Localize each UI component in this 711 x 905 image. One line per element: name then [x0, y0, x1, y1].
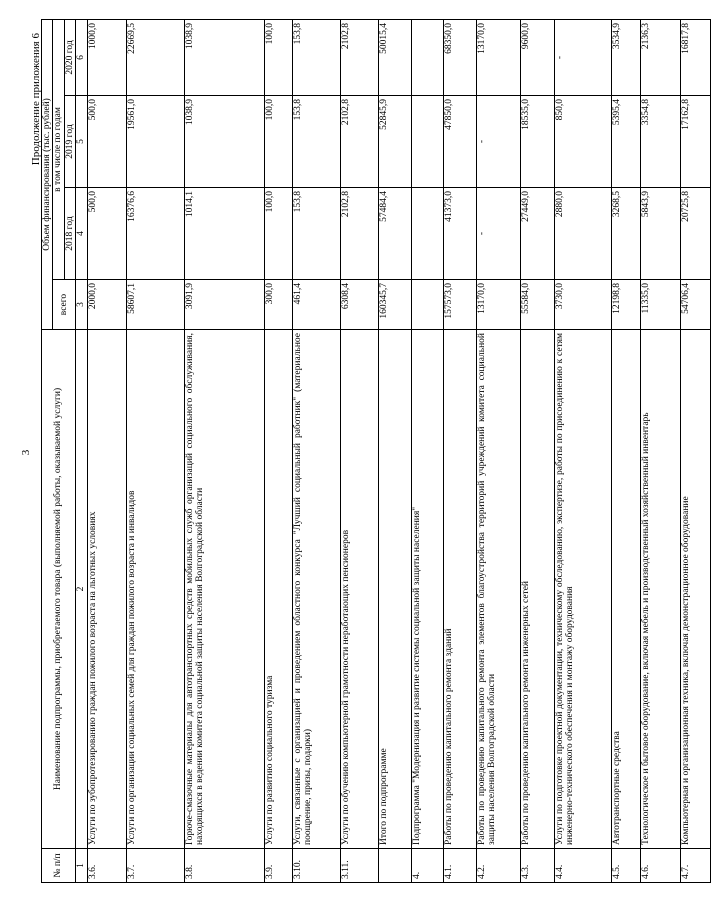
row-2019: 17162,8: [680, 96, 710, 188]
row-2018: 3268,5: [611, 188, 640, 280]
row-2019: [411, 96, 443, 188]
row-2018: 500,0: [87, 188, 126, 280]
row-total: 2000,0: [87, 280, 126, 330]
column-number-row: [76, 19, 87, 882]
table-row: [378, 19, 411, 882]
row-2018: 57484,4: [378, 188, 411, 280]
table-row: [476, 19, 520, 882]
row-number: 4.6.: [640, 849, 680, 883]
row-name: Подпрограмма "Модернизация и развитие системы социальной защиты населения": [411, 330, 443, 849]
row-total: 12198,8: [611, 280, 640, 330]
row-2019: 2102,8: [340, 96, 378, 188]
row-2018: 1014,1: [184, 188, 264, 280]
row-total: [411, 280, 443, 330]
row-total: 11335,0: [640, 280, 680, 330]
row-2020: 9600,0: [520, 19, 554, 95]
row-2020: 50015,4: [378, 19, 411, 95]
row-number: 4.4.: [554, 849, 611, 883]
table-row: [680, 19, 710, 882]
row-total: 300,0: [264, 280, 292, 330]
row-name: Работы по проведению капитального ремонта элементов благоустройства территорий учреждений комитета социальной защиты населения Волгоградской области: [476, 330, 520, 849]
row-number: 3.8.: [184, 849, 264, 883]
header-no: № п/п: [42, 849, 76, 883]
row-name: Горюче-смазочные материалы для автотранспортных средств мобильных служб организаций социального обслуживания, находящихся в ведении комитета социальной защиты населения Волгоградской области: [184, 330, 264, 849]
row-2019: 1038,9: [184, 96, 264, 188]
row-number: 3.11.: [340, 849, 378, 883]
row-2020: 2102,8: [340, 19, 378, 95]
header-2018: 2018 год: [64, 188, 75, 280]
row-2020: [411, 19, 443, 95]
row-total: 13170,0: [476, 280, 520, 330]
page-number: 3: [20, 449, 32, 456]
table-row: [184, 19, 264, 882]
row-2018: 153,8: [292, 188, 340, 280]
row-2019: 850,0: [554, 96, 611, 188]
row-number: [378, 849, 411, 883]
row-number: 3.6.: [87, 849, 126, 883]
row-total: 3091,9: [184, 280, 264, 330]
row-2020: 3534,9: [611, 19, 640, 95]
row-name: Технологическое и бытовое оборудование, включая мебель и производственный хозяйственный инвентарь: [640, 330, 680, 849]
row-2019: 52845,9: [378, 96, 411, 188]
row-number: 4.5.: [611, 849, 640, 883]
row-name: Автотранспортные средства: [611, 330, 640, 849]
row-number: 3.7.: [126, 849, 184, 883]
row-total: 6308,4: [340, 280, 378, 330]
row-total: 157573,0: [443, 280, 476, 330]
row-2019: 153,8: [292, 96, 340, 188]
funding-table: [41, 19, 711, 883]
row-2019: 5395,4: [611, 96, 640, 188]
column-number: 2: [76, 330, 87, 849]
row-2019: 19561,0: [126, 96, 184, 188]
row-name: Услуги по организации социальных семей для граждан пожилого возраста и инвалидов: [126, 330, 184, 849]
row-name: Услуги, связанные с организацией и проведением областного конкурса "Лучший социальный работник" (материальное поощрение, призы, подарки): [292, 330, 340, 849]
row-2019: 500,0: [87, 96, 126, 188]
row-number: 4.3.: [520, 849, 554, 883]
column-number: 1: [76, 849, 87, 883]
continuation-label: Продолжение приложения 6: [30, 33, 42, 166]
row-number: 4.7.: [680, 849, 710, 883]
row-2020: -: [554, 19, 611, 95]
column-number: 3: [76, 280, 87, 330]
table-row: [264, 19, 292, 882]
row-2018: 41373,0: [443, 188, 476, 280]
row-name: Услуги по подготовке проектной документации, техническому обследованию, экспертизе, работы по присоединению к сетям инженерно-технического обеспечения и монтажу оборудования: [554, 330, 611, 849]
row-2019: 18535,0: [520, 96, 554, 188]
column-number: 6: [76, 19, 87, 95]
row-name: Услуги по зубопротезированию граждан пожилого возраста на льготных условиях: [87, 330, 126, 849]
row-2018: 27449,0: [520, 188, 554, 280]
row-total: 461,4: [292, 280, 340, 330]
row-2019: 47850,0: [443, 96, 476, 188]
header-total: всего: [53, 280, 76, 330]
row-total: 160345,7: [378, 280, 411, 330]
row-2020: 16817,8: [680, 19, 710, 95]
row-2018: [411, 188, 443, 280]
table-row: [443, 19, 476, 882]
row-2018: 2880,0: [554, 188, 611, 280]
row-2019: 3354,8: [640, 96, 680, 188]
row-2020: 153,8: [292, 19, 340, 95]
header-by-years: в том числе по годам: [53, 19, 64, 279]
header-2020: 2020 год: [64, 19, 75, 95]
header-funding: Объем финансирования (тыс. рублей): [42, 19, 53, 329]
header-row: [42, 19, 53, 882]
header-2019: 2019 год: [64, 96, 75, 188]
row-name: Компьютерная и организационная техника, включая демонстрационное оборудование: [680, 330, 710, 849]
row-2018: 100,0: [264, 188, 292, 280]
table-row: [520, 19, 554, 882]
row-number: 4.1.: [443, 849, 476, 883]
row-2019: -: [476, 96, 520, 188]
row-2020: 2136,3: [640, 19, 680, 95]
row-total: 54706,4: [680, 280, 710, 330]
column-number: 4: [76, 188, 87, 280]
row-total: 55584,0: [520, 280, 554, 330]
row-2018: 2102,8: [340, 188, 378, 280]
table-row: [87, 19, 126, 882]
row-2018: -: [476, 188, 520, 280]
table-row: [340, 19, 378, 882]
row-total: 58607,1: [126, 280, 184, 330]
row-number: 3.9.: [264, 849, 292, 883]
row-number: 3.10.: [292, 849, 340, 883]
row-2018: 20725,8: [680, 188, 710, 280]
table-row: [611, 19, 640, 882]
row-2020: 1000,0: [87, 19, 126, 95]
row-name: Работы по проведению капитального ремонта инженерных сетей: [520, 330, 554, 849]
row-name: Услуги по развитию социального туризма: [264, 330, 292, 849]
row-2018: 16376,6: [126, 188, 184, 280]
row-2020: 13170,0: [476, 19, 520, 95]
row-2020: 68350,0: [443, 19, 476, 95]
row-2018: 5843,9: [640, 188, 680, 280]
row-number: 4.: [411, 849, 443, 883]
table-row: [292, 19, 340, 882]
row-2020: 100,0: [264, 19, 292, 95]
row-2020: 22669,5: [126, 19, 184, 95]
table-row: [411, 19, 443, 882]
row-name: Услуги по обучению компьютерной грамотности неработающих пенсионеров: [340, 330, 378, 849]
header-name: Наименование подпрограммы, приобретаемого товара (выполняемой работы, оказываемой услуги): [42, 330, 76, 849]
row-name: Итого по подпрограмме: [378, 330, 411, 849]
row-2019: 100,0: [264, 96, 292, 188]
table-row: [640, 19, 680, 882]
row-number: 4.2.: [476, 849, 520, 883]
row-2020: 1038,9: [184, 19, 264, 95]
column-number: 5: [76, 96, 87, 188]
row-name: Работы по проведению капитального ремонта зданий: [443, 330, 476, 849]
row-total: 3730,0: [554, 280, 611, 330]
table-row: [554, 19, 611, 882]
table-row: [126, 19, 184, 882]
